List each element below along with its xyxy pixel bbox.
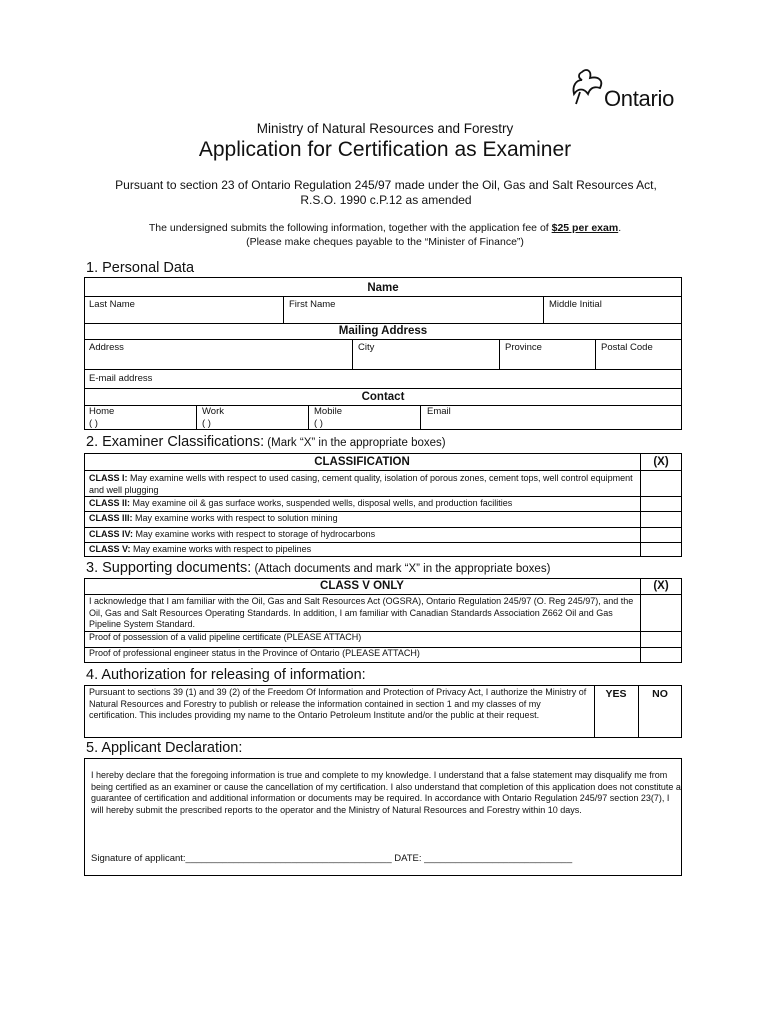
section-2-note: (Mark “X” in the appropriate boxes): [264, 437, 446, 449]
ministry-name: Ministry of Natural Resources and Forestry: [256, 121, 514, 136]
logo-text: Ontario: [604, 86, 675, 111]
class-v-row: [89, 544, 637, 556]
classification-mark-header: (X): [653, 456, 669, 468]
middle-initial-label: Middle Initial: [549, 299, 602, 310]
home-area-code: ( ): [89, 418, 98, 429]
city-label: City: [358, 342, 375, 353]
signature-line: [91, 853, 572, 864]
class-iii-row: [89, 513, 637, 525]
engineer-status-checkbox[interactable]: [641, 648, 681, 662]
pursuant-line-1: Pursuant to section 23 of Ontario Regulation 245/97 made under the Oil, Gas and Salt Resources Act,: [115, 178, 657, 192]
yes-option[interactable]: YES: [605, 688, 627, 700]
classification-header: CLASSIFICATION: [314, 456, 410, 468]
work-area-code: ( ): [202, 418, 211, 429]
fee-end: .: [618, 222, 622, 234]
class-iv-code: CLASS IV:: [89, 529, 134, 539]
last-name-label: Last Name: [89, 299, 135, 310]
class-iii-code: CLASS III:: [89, 513, 133, 523]
no-option[interactable]: NO: [652, 688, 668, 700]
section-1-heading: 1. Personal Data: [86, 260, 195, 276]
home-label: Home: [89, 406, 115, 417]
fee-statement: [60, 221, 710, 249]
class-v-text: May examine works with respect to pipelines: [130, 544, 312, 554]
province-label: Province: [505, 342, 542, 353]
pipeline-certificate-row: Proof of possession of a valid pipeline certificate (PLEASE ATTACH): [89, 632, 362, 642]
pursuant-statement: [100, 178, 672, 208]
date-field[interactable]: ____________________________: [424, 853, 573, 864]
class-ii-row: [89, 498, 637, 510]
fee-amount: $25 per exam: [551, 222, 619, 234]
form-title: Application for Certification as Examiner: [198, 138, 572, 161]
postal-code-label: Postal Code: [601, 342, 653, 353]
class-ii-checkbox[interactable]: [641, 497, 681, 510]
fee-text: The undersigned submits the following information, together with the application fee of: [148, 222, 552, 234]
date-label: DATE:: [391, 853, 425, 864]
ontario-logo: [570, 66, 688, 114]
section-3-note: (Attach documents and mark “X” in the appropriate boxes): [251, 563, 551, 575]
signature-label: Signature of applicant:: [91, 853, 186, 864]
pipeline-certificate-checkbox[interactable]: [641, 632, 681, 646]
class-ii-text: May examine oil & gas surface works, suspended wells, disposal wells, and production facilities: [130, 498, 513, 508]
authorization-text: Pursuant to sections 39 (1) and 39 (2) of the Freedom Of Information and Protection of Privacy Act, I authorize the Ministry of Natural Resources and Forestry to publish or release the information contained in section 1 and my classes of my certification. This includes providing my name to the Ontario Petroleum Institute and/or the public at their request.: [89, 687, 587, 720]
class-iii-text: May examine works with respect to solution mining: [132, 513, 338, 523]
cheque-note: (Please make cheques payable to the “Minister of Finance”): [246, 236, 524, 248]
section-2-title: 2. Examiner Classifications:: [86, 434, 265, 450]
class-iv-row: [89, 529, 637, 541]
address-label: Address: [89, 342, 124, 353]
section-2-heading: [86, 434, 446, 450]
first-name-label: First Name: [289, 299, 336, 310]
documents-mark-header: (X): [653, 580, 669, 592]
class-i-text: May examine wells with respect to used casing, cement quality, isolation of porous zones, cement tops, well control equipment and well plugging: [89, 473, 633, 495]
pursuant-line-2: R.S.O. 1990 c.P.12 as amended: [300, 193, 472, 207]
work-label: Work: [202, 406, 224, 417]
section-3-heading: [86, 560, 550, 576]
acknowledgement-row: I acknowledge that I am familiar with the Oil, Gas and Salt Resources Act (OGSRA), Ontario Regulation 245/97 (O. Reg 245/97), and the Oil, Gas and Salt Resources Operating Standards. In addition, I am familiar with Canadian Standards Association Z662 Oil and Gas Pipeline System Standard.: [89, 596, 634, 629]
engineer-status-row: Proof of professional engineer status in the Province of Ontario (PLEASE ATTACH): [89, 648, 420, 658]
class-ii-code: CLASS II:: [89, 498, 131, 508]
section-4-heading: 4. Authorization for releasing of information:: [86, 667, 366, 683]
acknowledgement-checkbox[interactable]: [641, 595, 681, 630]
name-header: Name: [367, 282, 399, 294]
class-iii-checkbox[interactable]: [641, 512, 681, 526]
email-address-label: E-mail address: [89, 373, 153, 384]
mobile-label: Mobile: [314, 406, 342, 417]
class-v-checkbox[interactable]: [641, 543, 681, 556]
declaration-text: I hereby declare that the foregoing information is true and complete to my knowledge. I understand that a false statement may disqualify me from being certified as an examiner or cause the cancellation of my certification. I also understand that completion of this application does not constitute a guarantee of certification and additional information or documents may be required. In accordance with Ontario Regulation 245/97 section 23(7), I will hereby submit the prescribed reports to the operator and the Ministry of Natural Resources and Forestry within 10 days.: [91, 770, 681, 815]
class-i-code: CLASS I:: [89, 473, 128, 483]
class-iv-checkbox[interactable]: [641, 528, 681, 541]
class-i-row: [89, 473, 637, 496]
class-v-only-header: CLASS V ONLY: [320, 580, 404, 592]
class-i-checkbox[interactable]: [641, 471, 681, 495]
signature-field[interactable]: _______________________________________: [185, 853, 392, 864]
contact-header: Contact: [361, 391, 405, 403]
section-3-title: 3. Supporting documents:: [86, 560, 252, 576]
mobile-area-code: ( ): [314, 418, 323, 429]
mailing-address-header: Mailing Address: [338, 325, 428, 337]
class-iv-text: May examine works with respect to storage of hydrocarbons: [133, 529, 376, 539]
class-v-code: CLASS V:: [89, 544, 131, 554]
section-5-heading: 5. Applicant Declaration:: [86, 740, 243, 756]
email-label: Email: [427, 406, 451, 417]
